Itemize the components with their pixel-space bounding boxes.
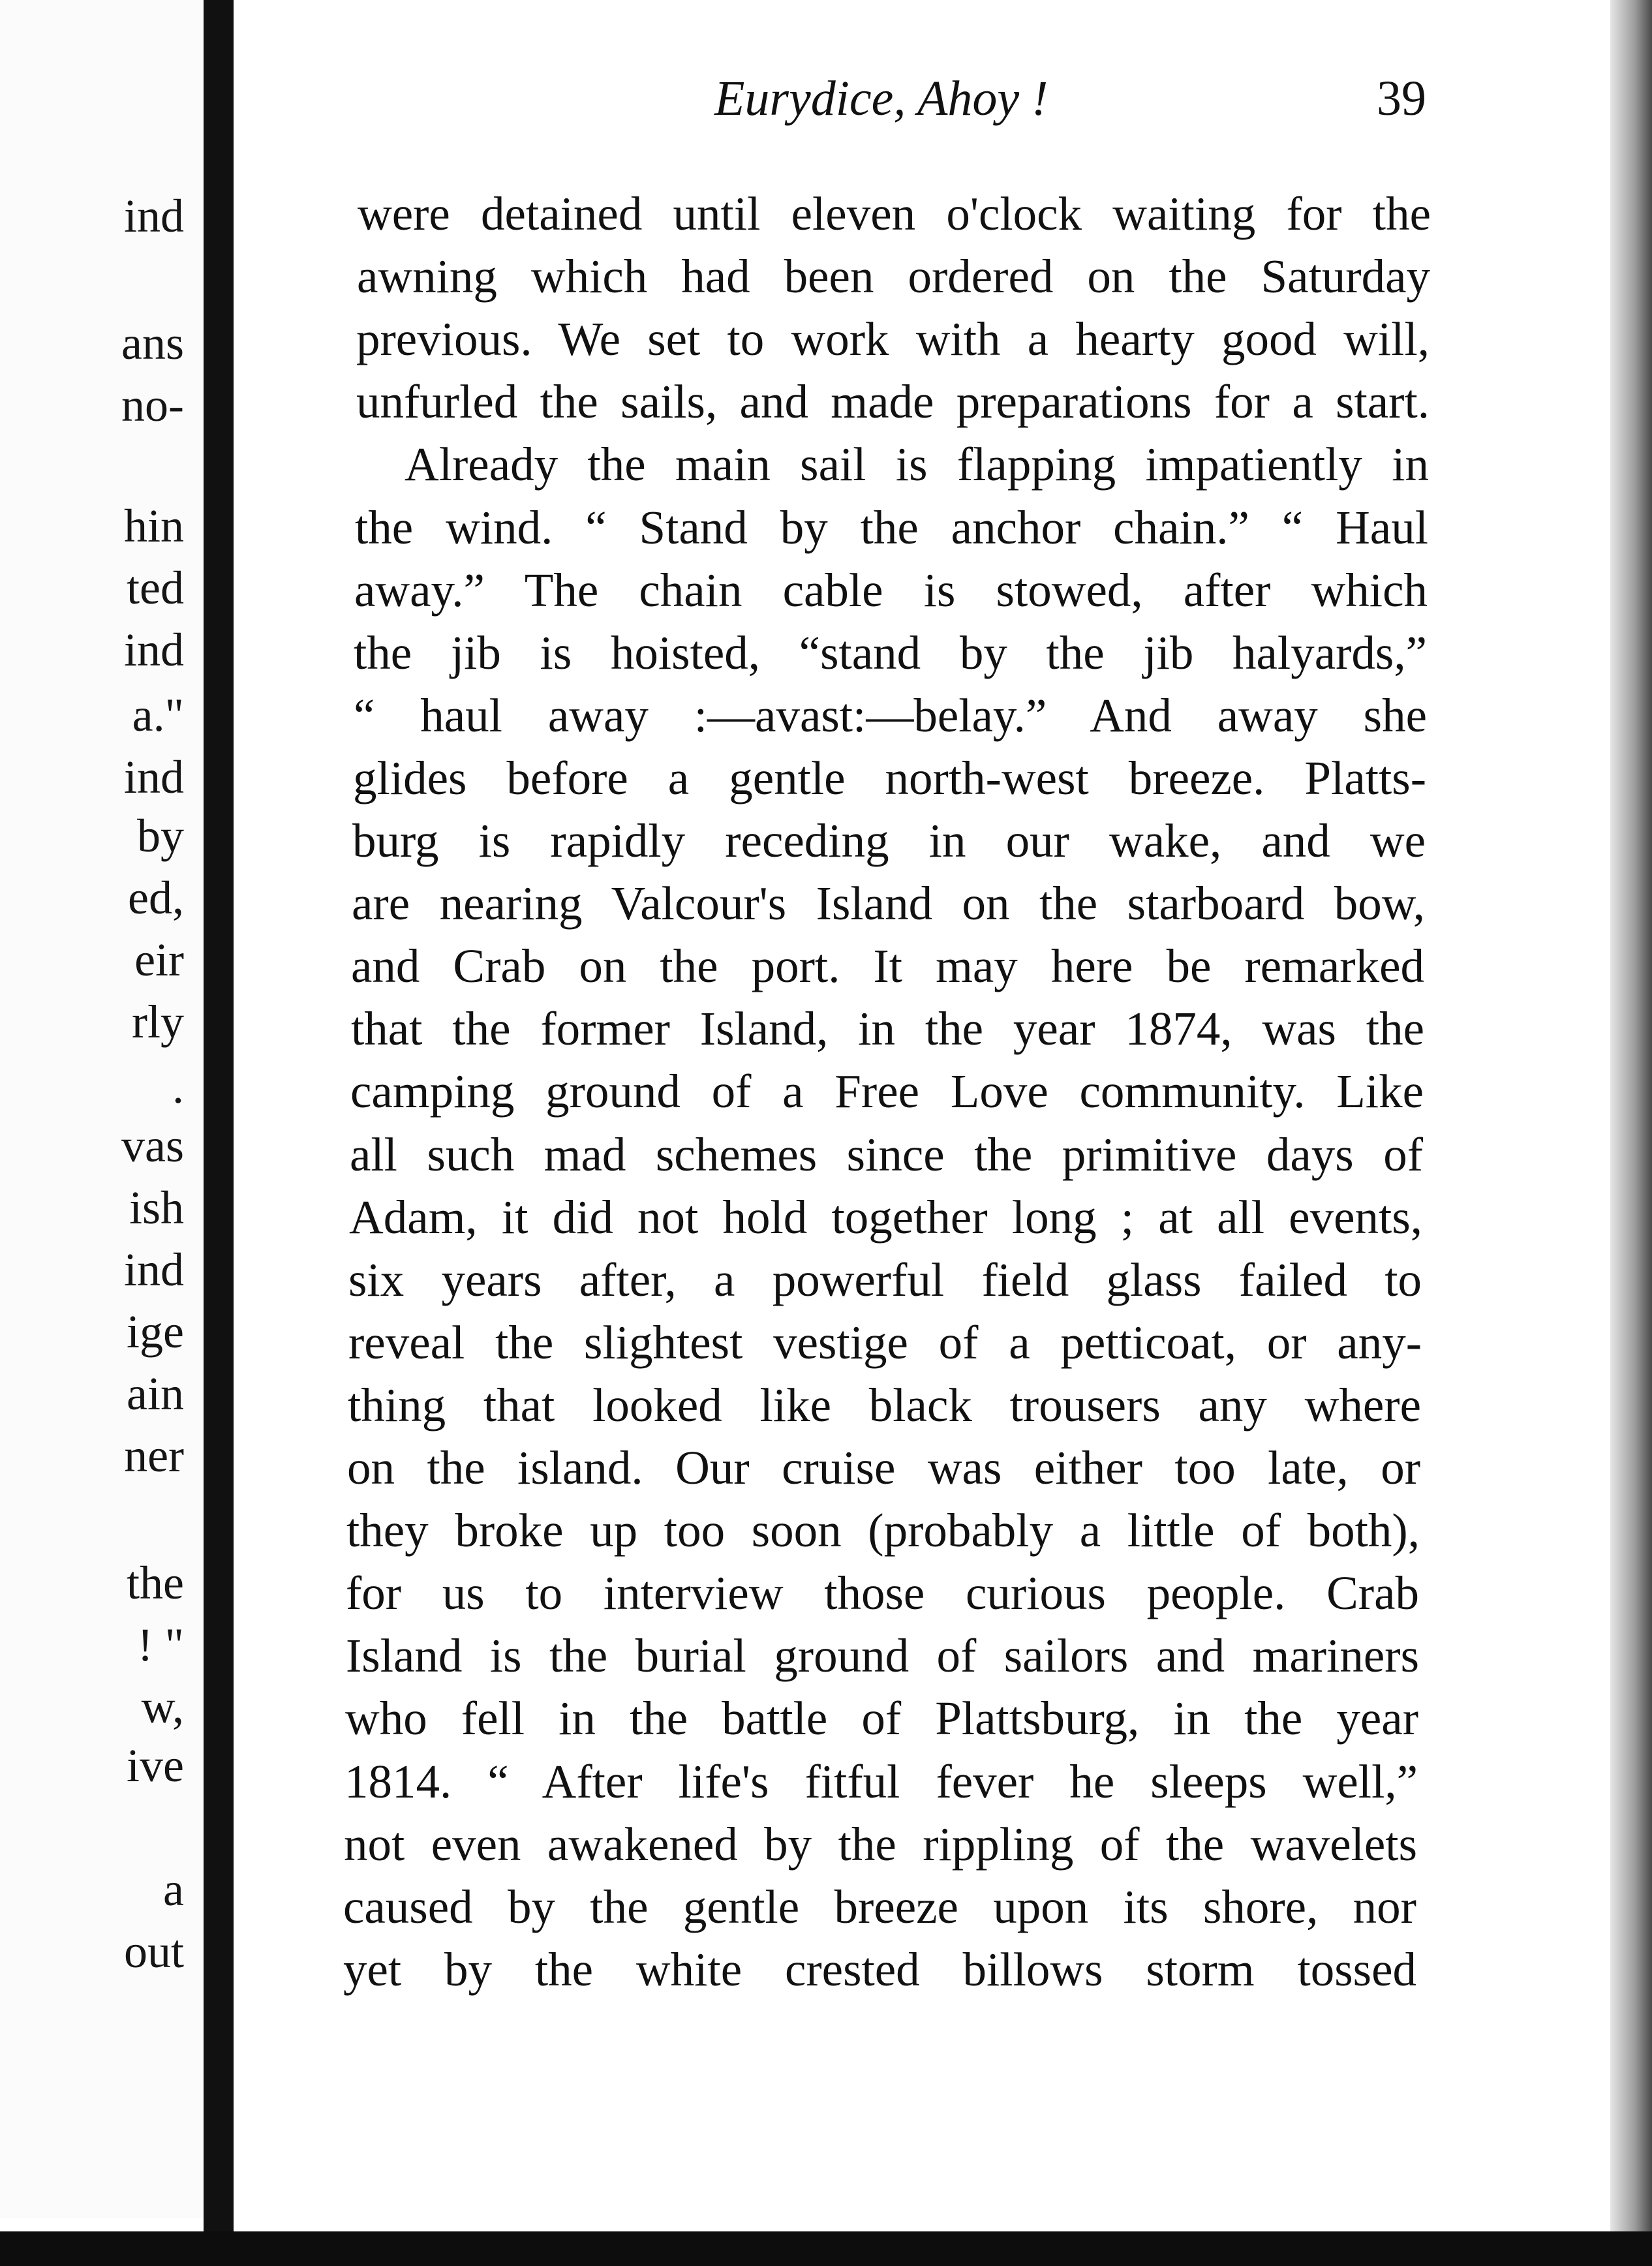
text-line: glides before a gentle north-west breeze. Platts- — [353, 752, 1426, 804]
facing-page-fragment: ed, — [128, 872, 184, 924]
text-line: that the former Island, in the year 1874, was the — [351, 1002, 1424, 1055]
running-head: Eurydice, Ahoy ! — [714, 71, 1048, 126]
facing-page-fragment: ind — [123, 190, 184, 242]
facing-page-fragment: w, — [141, 1681, 184, 1733]
text-line: on the island. Our cruise was either too late, or — [347, 1441, 1420, 1494]
facing-page-fragment: rly — [132, 996, 184, 1048]
facing-page-fragment: . — [172, 1061, 184, 1113]
page-number: 39 — [1377, 71, 1426, 126]
facing-page-fragment: a — [163, 1863, 184, 1916]
facing-page-fragment: the — [127, 1557, 184, 1609]
text-line: who fell in the battle of Plattsburg, in the year — [345, 1692, 1418, 1745]
facing-page-fragment: ind — [123, 624, 184, 676]
text-line: they broke up too soon (probably a little of both), — [346, 1504, 1420, 1557]
scan-border — [0, 2231, 1652, 2266]
text-line: unfurled the sails, and made preparations for a start. — [356, 375, 1430, 428]
facing-page-fragment: ted — [127, 562, 184, 614]
facing-page-fragment: ans — [121, 317, 184, 369]
facing-page-fragment: vas — [121, 1120, 184, 1172]
facing-page-fragment: ige — [127, 1306, 184, 1358]
text-line: 1814. “ After life's fitful fever he sleeps well,” — [344, 1755, 1418, 1808]
text-line: previous. We set to work with a hearty good will, — [356, 313, 1430, 365]
facing-page-fragment: ive — [127, 1739, 184, 1792]
facing-page-fragment: out — [123, 1925, 184, 1978]
text-line: yet by the white crested billows storm tossed — [343, 1943, 1416, 1996]
text-line: away.” The chain cable is stowed, after which — [354, 564, 1428, 617]
text-line: for us to interview those curious people. Crab — [346, 1567, 1419, 1619]
text-line: Already the main sail is flapping impatiently in — [405, 438, 1429, 491]
facing-page-fragment: ! " — [137, 1619, 184, 1671]
text-line: Adam, it did not hold together long ; at all events, — [349, 1191, 1422, 1244]
text-line: thing that looked like black trousers any where — [348, 1379, 1421, 1432]
facing-page-fragment: by — [137, 810, 184, 862]
text-line: the jib is hoisted, “stand by the jib halyards,” — [354, 626, 1427, 679]
facing-page-fragment: ain — [127, 1368, 184, 1420]
facing-page-fragment: a." — [132, 689, 184, 741]
text-line: all such mad schemes since the primitive days of — [350, 1128, 1423, 1181]
text-line: awning which had been ordered on the Saturday — [357, 250, 1430, 303]
text-line: are nearing Valcour's Island on the starboard bow, — [352, 877, 1425, 930]
facing-page-fragment: ner — [124, 1430, 184, 1482]
text-line: were detained until eleven o'clock waiting for the — [358, 187, 1431, 240]
text-line: camping ground of a Free Love community. Like — [350, 1065, 1424, 1118]
text-line: not even awakened by the rippling of the wavelets — [344, 1818, 1417, 1871]
text-line: “ haul away :—avast:—belay.” And away she — [354, 689, 1427, 742]
text-line: burg is rapidly receding in our wake, and we — [352, 814, 1426, 867]
text-line: caused by the gentle breeze upon its shore, nor — [343, 1880, 1416, 1933]
text-line: Island is the burial ground of sailors and mariners — [346, 1629, 1419, 1682]
facing-page-fragment: no- — [121, 379, 184, 431]
text-line: and Crab on the port. It may here be remarked — [351, 940, 1424, 992]
facing-page-fragment: ind — [123, 1244, 184, 1296]
text-line: reveal the slightest vestige of a petticoat, or any- — [348, 1316, 1422, 1369]
facing-page-fragment: ind — [123, 751, 184, 803]
facing-page-fragment: ish — [129, 1182, 184, 1234]
facing-page-fragment: hin — [123, 500, 184, 552]
facing-page-fragment: eir — [134, 934, 184, 986]
text-line: six years after, a powerful field glass failed to — [348, 1253, 1422, 1306]
text-line: the wind. “ Stand by the anchor chain.” “ Haul — [355, 501, 1428, 554]
